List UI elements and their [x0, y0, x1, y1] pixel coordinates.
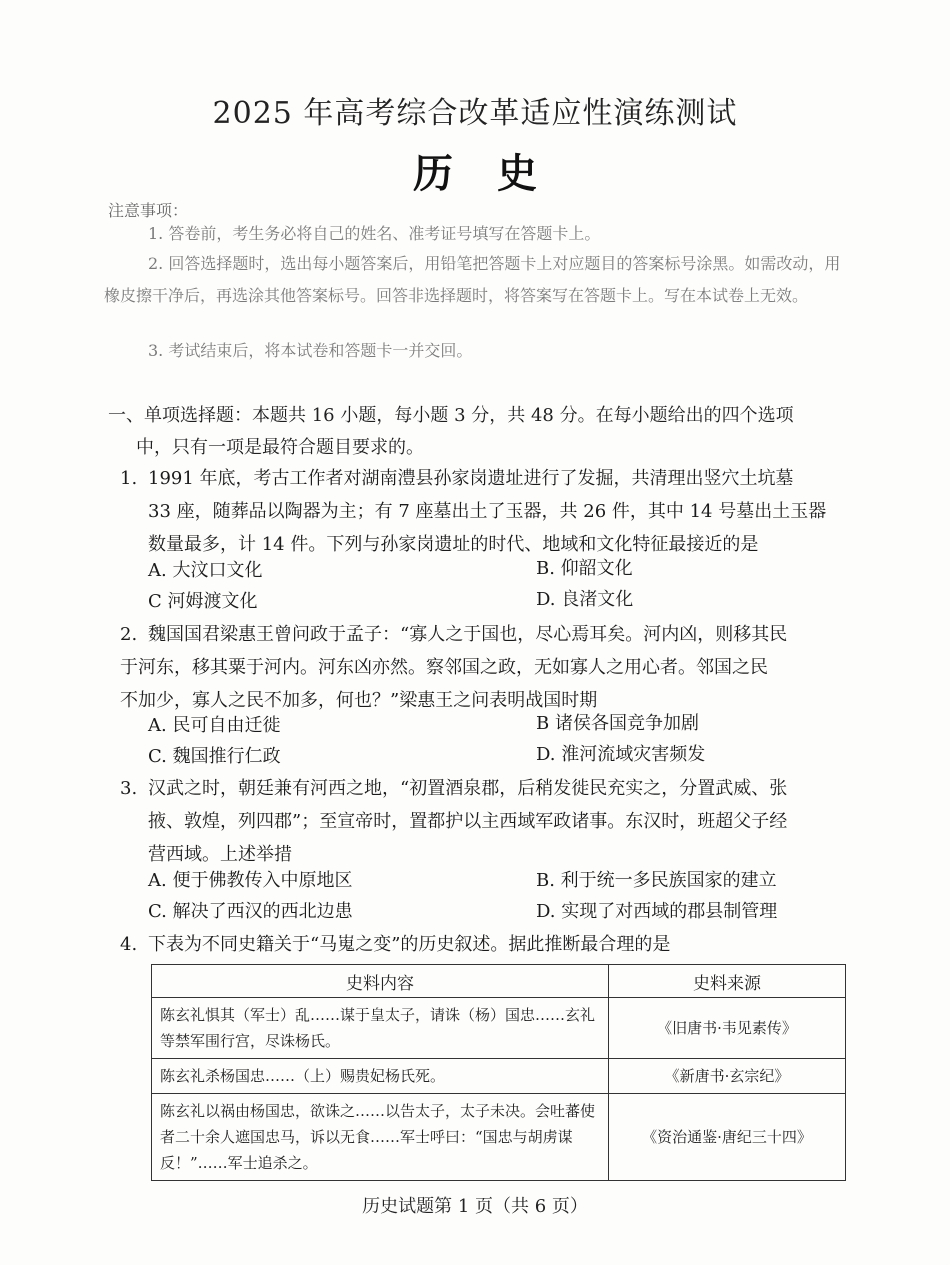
q1-option-a: A. 大汶口文化: [148, 560, 263, 581]
page-footer: 历史试题第 1 页（共 6 页）: [362, 1196, 588, 1217]
q1-option-d: D. 良渚文化: [536, 589, 634, 610]
table-row: [152, 1059, 846, 1094]
question-line: 营西域。上述举措: [148, 844, 292, 865]
question-line: 33 座，随葬品以陶器为主；有 7 座墓出土了玉器，共 26 件，其中 14 号墓出土玉器: [148, 501, 827, 522]
question-number: 3.: [120, 778, 138, 799]
source-table: [151, 964, 846, 1181]
q1-option-b: B. 仰韶文化: [536, 558, 633, 579]
question-1: [120, 462, 846, 561]
table-cell-content: 陈玄礼惧其（军士）乱……谋于皇太子，请诛（杨）国忠……玄礼等禁军围行宫，尽诛杨氏。: [152, 998, 609, 1059]
table-row: [152, 998, 846, 1059]
note-item-3: 3. 考试结束后，将本试卷和答题卡一并交回。: [148, 341, 473, 360]
question-number: 2.: [120, 624, 138, 645]
section-heading-line-1: 一、单项选择题：本题共 16 小题，每小题 3 分，共 48 分。在每小题给出的四个选项: [108, 405, 794, 426]
question-4: [120, 928, 846, 961]
q2-option-a: A. 民可自由迁徙: [148, 715, 281, 736]
question-line: 于河东，移其粟于河内。河东凶亦然。察邻国之政，无如寡人之用心者。邻国之民: [120, 657, 768, 678]
table-row: [152, 1094, 846, 1181]
question-line: 不加少，寡人之民不加多，何也？”梁惠王之问表明战国时期: [120, 690, 598, 711]
question-number: 4.: [120, 934, 138, 955]
question-line: 掖、敦煌，列四郡”；至宣帝时，置都护以主西域军政诸事。东汉时，班超父子经: [148, 811, 788, 832]
question-number: 1.: [120, 468, 138, 489]
notes-heading: 注意事项：: [108, 201, 189, 220]
q3-option-a: A. 便于佛教传入中原地区: [148, 870, 353, 891]
q3-option-c: C. 解决了西汉的西北边患: [148, 901, 353, 922]
question-line: 下表为不同史籍关于“马嵬之变”的历史叙述。据此推断最合理的是: [148, 934, 671, 955]
question-line: 魏国国君梁惠王曾问政于孟子：“寡人之于国也，尽心焉耳矣。河内凶，则移其民: [148, 624, 788, 645]
table-cell-source: 《资治通鉴·唐纪三十四》: [609, 1094, 846, 1181]
note-item-2: 2. 回答选择题时，选出每小题答案后，用铅笔把答题卡上对应题目的答案标号涂黑。如需改动，用橡皮擦干净后，再选涂其他答案标号。回答非选择题时，将答案写在答题卡上。写在本试卷上无效。: [104, 254, 841, 305]
exam-title: 2025 年高考综合改革适应性演练测试: [212, 96, 738, 131]
table-cell-content: 陈玄礼以祸由杨国忠，欲诛之……以告太子，太子未决。会吐蕃使者二十余人遮国忠马，诉以无食……军士呼曰：“国忠与胡虏谋反！”……军士追杀之。: [152, 1094, 609, 1181]
question-3: [120, 772, 846, 871]
table-cell-source: 《旧唐书·韦见素传》: [609, 998, 846, 1059]
section-heading-line-2: 中，只有一项是最符合题目要求的。: [136, 437, 424, 458]
q2-option-c: C. 魏国推行仁政: [148, 746, 281, 767]
table-cell-source: 《新唐书·玄宗纪》: [609, 1059, 846, 1094]
section-heading: [108, 400, 848, 464]
table-cell-content: 陈玄礼杀杨国忠……（上）赐贵妃杨氏死。: [152, 1059, 609, 1094]
q3-option-d: D. 实现了对西域的郡县制管理: [536, 901, 778, 922]
subject-title: 历史: [413, 150, 581, 197]
q2-option-b: B 诸侯各国竞争加剧: [536, 713, 699, 734]
q3-option-b: B. 利于统一多民族国家的建立: [536, 870, 777, 891]
note-item-1: 1. 答卷前，考生务必将自己的姓名、准考证号填写在答题卡上。: [148, 224, 601, 243]
question-line: 汉武之时，朝廷兼有河西之地，“初置酒泉郡，后稍发徙民充实之，分置武威、张: [148, 778, 788, 799]
question-line: 1991 年底，考古工作者对湖南澧县孙家岗遗址进行了发掘，共清理出竖穴土坑墓: [148, 468, 794, 489]
q2-option-d: D. 淮河流域灾害频发: [536, 744, 706, 765]
table-header-content: 史料内容: [152, 965, 609, 998]
question-2: [120, 618, 846, 717]
q1-option-c: C 河姆渡文化: [148, 591, 258, 612]
question-line: 数量最多，计 14 件。下列与孙家岗遗址的时代、地域和文化特征最接近的是: [148, 534, 759, 555]
table-header-source: 史料来源: [609, 965, 846, 998]
table-header-row: [152, 965, 846, 998]
